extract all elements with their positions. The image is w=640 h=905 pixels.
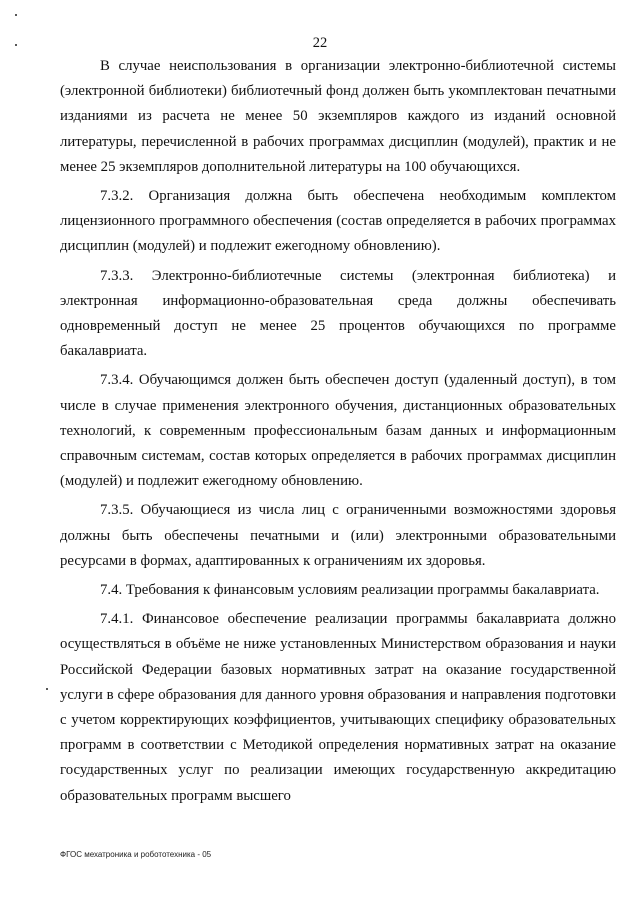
paragraph-7-3-3: 7.3.3. Электронно-библиотечные системы (электронная библиотека) и электронная информационно-образовательная среда должны обеспечивать одновременный доступ не менее 25 процентов обучающихся по программе бакалавриата. (60, 267, 616, 360)
page-number: 22 (312, 35, 328, 51)
paragraph-7-3-4: 7.3.4. Обучающимся должен быть обеспечен доступ (удаленный доступ), в том числе в случае применения электронного обучения, дистанционных образовательных технологий, к современным профессиональным базам данных и информационным справочным системам, состав которых определяется в рабочих программах дисциплин (модулей) и подлежит ежегодному обновлению. (60, 372, 616, 490)
scan-speck (46, 688, 48, 690)
scan-speck (15, 14, 17, 16)
paragraph-7-3-2: 7.3.2. Организация должна быть обеспечена необходимым комплектом лицензионного программного обеспечения (состав определяется в рабочих программах дисциплин (модулей) и подлежит ежегодному обновлению). (60, 188, 616, 255)
paragraph-7-3-5: 7.3.5. Обучающиеся из числа лиц с ограниченными возможностями здоровья должны быть обеспечены печатными и (или) электронными образовательными ресурсами в формах, адаптированных к ограничениям их здоровья. (60, 502, 616, 569)
page-footer: ФГОС мехатроника и робототехника - 05 (60, 850, 212, 859)
paragraph-intro: В случае неиспользования в организации электронно-библиотечной системы (электронной библиотеки) библиотечный фонд должен быть укомплектован печатными изданиями из расчета не менее 50 экземпляров каждого из изданий основной литературы, перечисленной в рабочих программах дисциплин (модулей), практик и не менее 25 экземпляров дополнительной литературы на 100 обучающихся. (60, 58, 616, 175)
document-body (60, 54, 616, 809)
paragraph-7-4: 7.4. Требования к финансовым условиям реализации программы бакалавриата. (100, 582, 600, 599)
paragraph-7-4-1: 7.4.1. Финансовое обеспечение реализации программы бакалавриата должно осуществляться в объёме не ниже установленных Министерством образования и науки Российской Федерации базовых нормативных затрат на оказание государственной услуги в сфере образования для данного уровня образования и направления подготовки с учетом корректирующих коэффициентов, учитывающих специфику образовательных программ в соответствии с Методикой определения нормативных затрат на оказание государственных услуг по реализации имеющих государственную аккредитацию образовательных программ высшего (60, 611, 616, 804)
